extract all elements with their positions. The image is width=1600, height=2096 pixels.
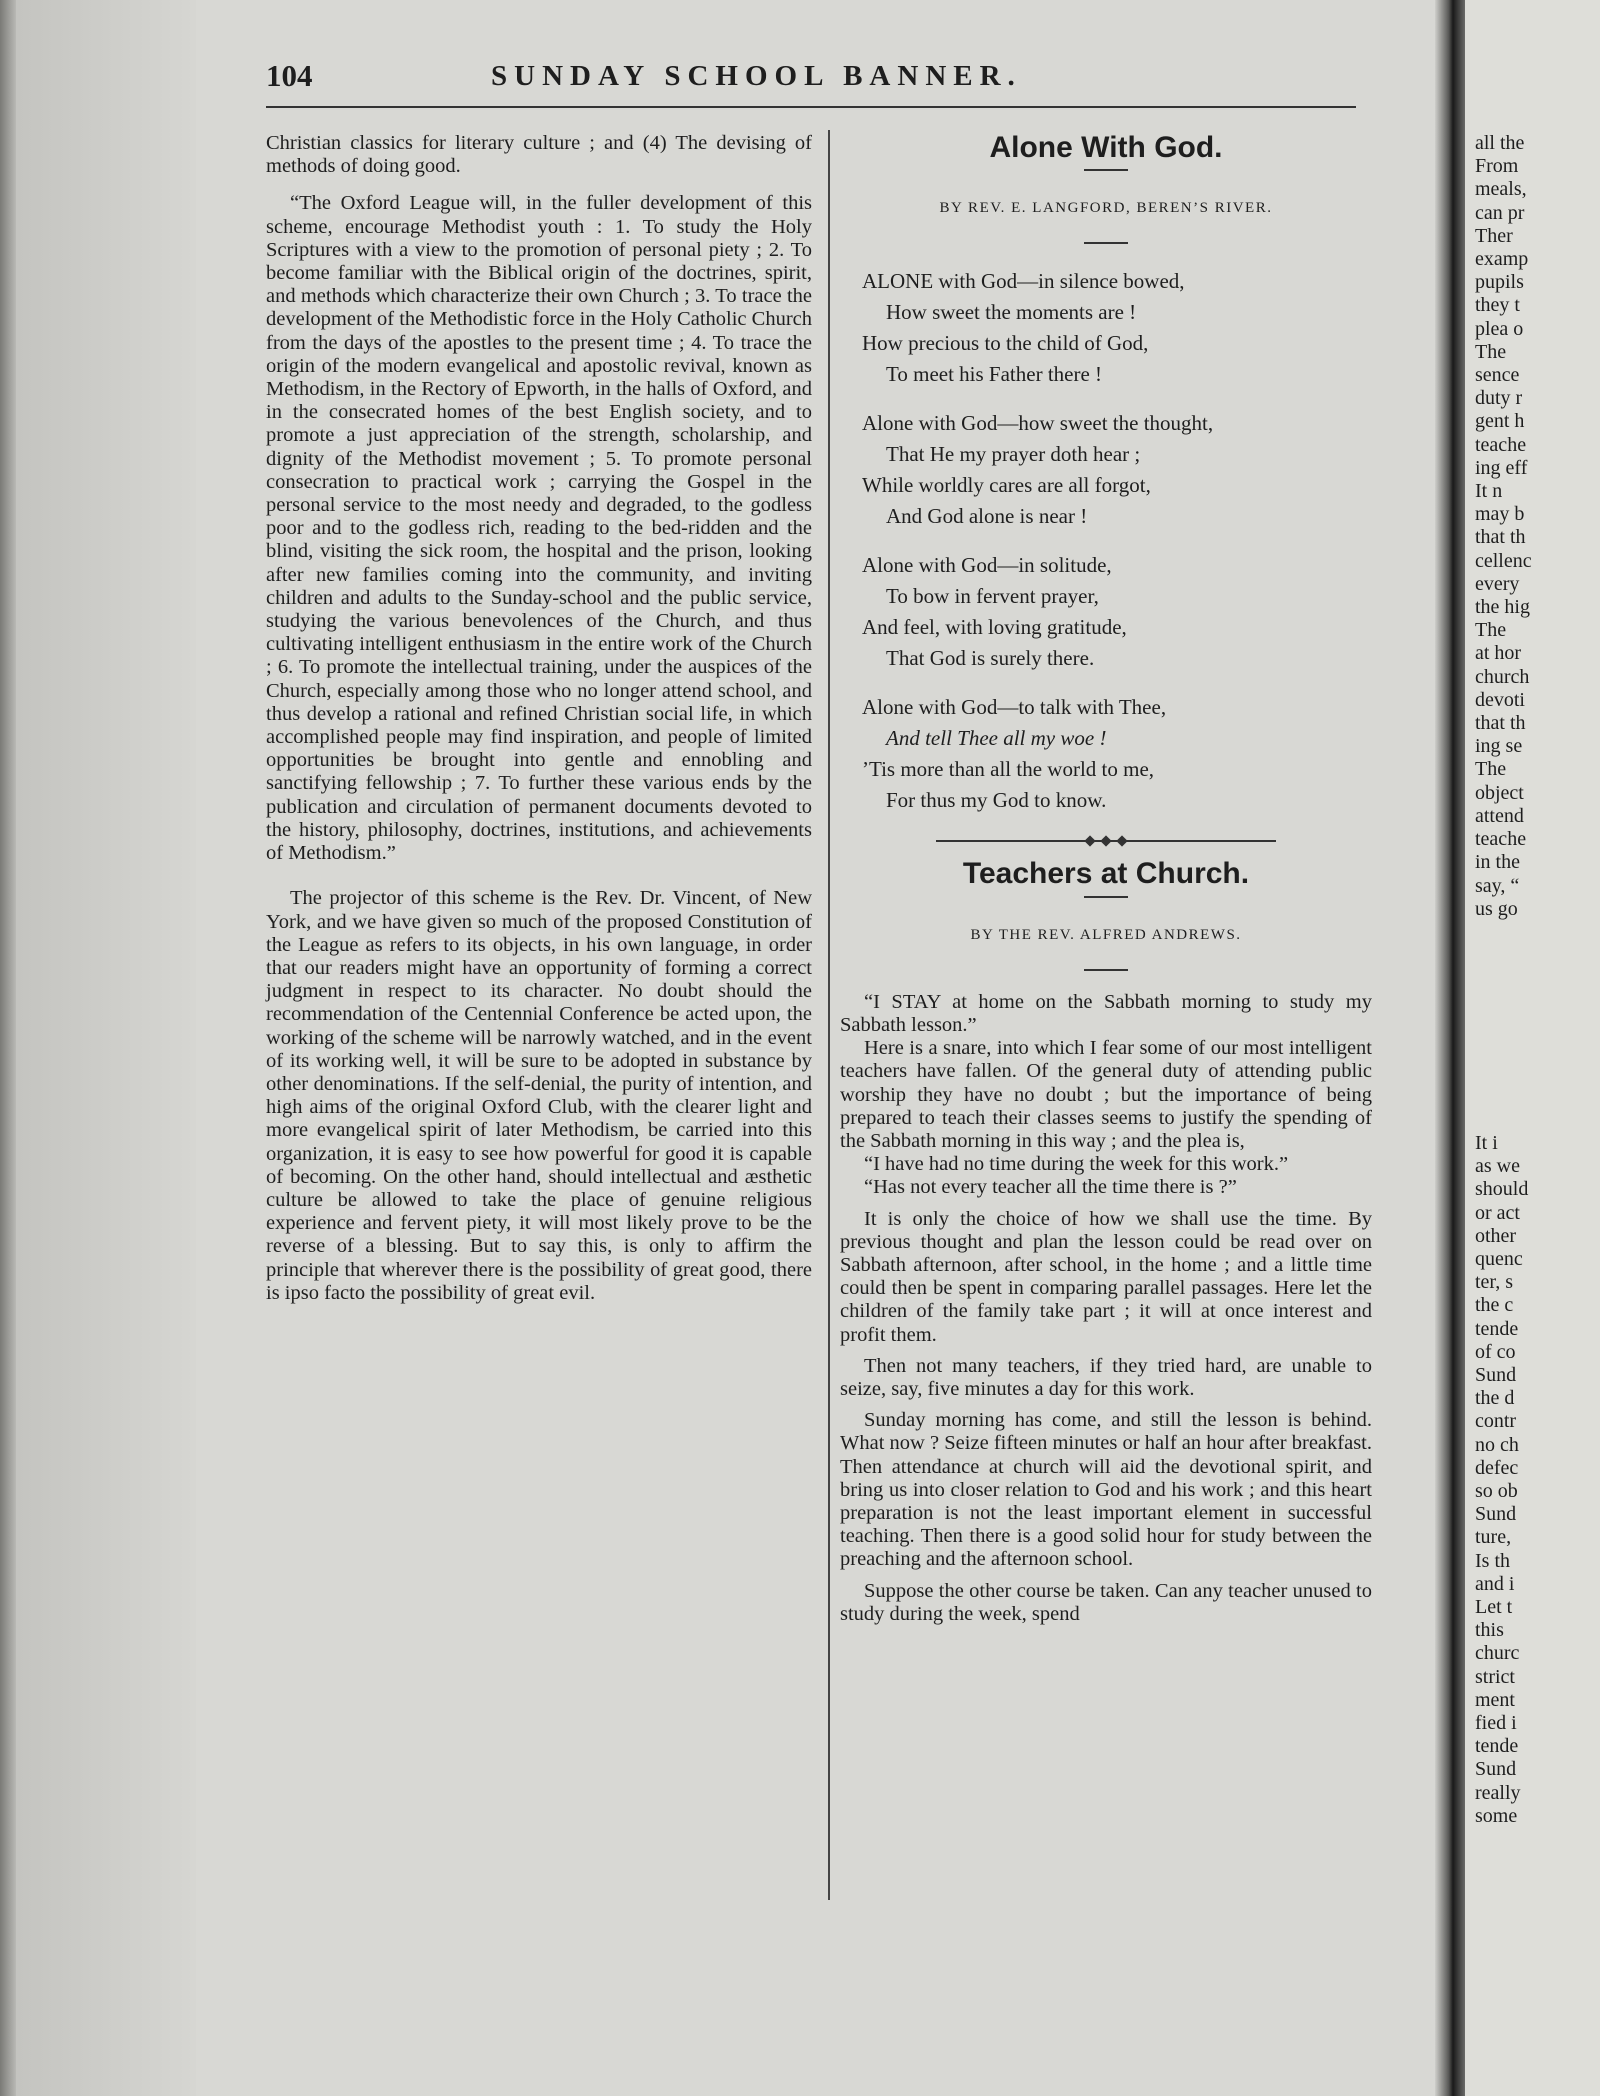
poem-stanza [862,266,1372,390]
next-page-line: object [1475,781,1524,804]
next-page-line: tende [1475,1317,1519,1340]
poem-line: Alone with God—to talk with Thee, [862,695,1167,720]
page-number: 104 [266,58,313,93]
poem-line: To bow in fervent prayer, [886,584,1099,609]
next-page-line: Let t [1475,1596,1513,1619]
next-page-line: The [1475,619,1507,642]
page-margin [16,0,196,2096]
paragraph: “I STAY at home on the Sabbath morning to study my Sabbath lesson.” [840,990,1372,1037]
poem-line: Alone with God—how sweet the thought, [862,411,1214,436]
next-page-line: meals, [1475,178,1527,201]
next-page-line: fied i [1475,1712,1517,1735]
next-page-line: It i [1475,1132,1498,1154]
next-page-line: every [1475,572,1520,595]
next-page-line: so ob [1475,1480,1518,1503]
next-page-line: Sund [1475,1503,1517,1526]
next-page-line: in the [1475,851,1520,874]
next-page-line: attend [1475,804,1524,827]
next-page-line: contr [1475,1410,1517,1433]
next-page-line: other [1475,1224,1517,1247]
next-page-line: ter, s [1475,1271,1514,1294]
paragraph: Then not many teachers, if they tried hard, are unable to seize, say, five minutes a day for this work. [840,1354,1372,1401]
paragraph: Sunday morning has come, and still the lesson is behind. What now ? Seize fifteen minutes or half an hour after breakfast. Then attendance at church will aid the devotional spirit, and bring us into closer relation to God and his work ; and this heart preparation is not the least important element in successful teaching. Then there is a good solid hour for study between the preaching and the afternoon school. [840,1409,1372,1571]
paragraph: It is only the choice of how we shall use the time. By previous thought and plan the lesson could be read over on Sabbath afternoon, after school, in the home ; and a little time could then be spent in comparing parallel passages. Here let the children of the family take part ; it will at once interest and profit them. [840,1207,1372,1346]
next-page-line: may b [1475,503,1525,526]
next-page-edge [1465,0,1600,2096]
poem-title: Alone With God. [989,131,1223,164]
next-page-line: Sund [1475,1758,1517,1781]
poem-line: Alone with God—in solitude, [862,553,1112,578]
poem-line: While worldly cares are all forgot, [862,473,1151,498]
next-page-line: The [1475,340,1507,363]
title-rule [1084,896,1128,898]
next-page-line: that th [1475,712,1526,735]
next-page-line: can pr [1475,201,1525,224]
next-page-line: or act [1475,1201,1520,1224]
next-page-line: the c [1475,1294,1514,1317]
next-page-line: plea o [1475,317,1524,340]
next-page-line: all the [1475,132,1525,154]
next-page-line: teache [1475,828,1527,851]
next-page-line: pupils [1475,271,1524,294]
left-column [266,132,812,1305]
paragraph: Suppose the other course be taken. Can any teacher unused to study during the week, spend [840,1579,1372,1625]
next-page-line: Sund [1475,1364,1517,1387]
next-page-line: us go [1475,897,1518,920]
next-page-line: the d [1475,1387,1515,1410]
paragraph: “I have had no time during the week for this work.” [864,1153,1289,1176]
article-title: Teachers at Church. [962,857,1250,891]
next-page-line: this [1475,1619,1504,1642]
next-page-line: of co [1475,1340,1516,1363]
poem-line: And tell Thee all my woe ! [886,726,1107,751]
next-page-line: at hor [1475,642,1522,665]
next-page-line: duty r [1475,387,1523,410]
book-binding [0,0,16,2096]
next-page-line: tende [1475,1735,1519,1758]
poem-stanza [862,408,1372,532]
next-page-line: they t [1475,294,1520,317]
next-page-line: churc [1475,1642,1520,1665]
paragraph: Christian classics for literary culture ; and (4) The devising of methods of doing good. [266,132,812,178]
next-page-line: Is th [1475,1549,1510,1572]
next-page-line: ture, [1475,1526,1512,1549]
next-page-line: the hig [1475,596,1530,619]
poem-byline: BY REV. E. LANGFORD, BEREN’S RIVER. [939,200,1273,217]
paragraph: The projector of this scheme is the Rev. Dr. Vincent, of New York, and we have given so much of the proposed Constitution of the League as refers to its objects, in his own language, in order that our readers might have an opportunity of forming a correct judgment in respect to its character. No doubt should the recommendation of the Centennial Conference be acted upon, the working of the scheme will be narrowly watched, and in the event of its working well, it will be sure to be adopted in substance by other denominations. If the self-denial, the purity of intention, and high aims of the original Oxford Club, with the clearer light and more evangelical spirit of later Methodism, be carried into this organization, it is easy to see how powerful for good it is capable of becoming. On the other hand, should intellectual and æsthetic culture be allowed to take the place of genuine religious experience and fervent piety, it will most likely prove to be the reverse of a blessing. But to say this, is only to affirm the principle that wherever there is the possibility of great good, there is ipso facto the possibility of great evil. [266,887,812,1304]
next-page-line: ing eff [1475,456,1528,479]
next-page-line: teache [1475,433,1527,456]
poem-line: ALONE with God—in silence bowed, [862,269,1185,294]
next-page-line: cellenc [1475,549,1532,572]
next-page-line: quenc [1475,1248,1523,1271]
next-page-line: sence [1475,364,1520,387]
header-rule [266,106,1356,108]
next-page-line: really [1475,1781,1521,1804]
next-page-line: should [1475,1178,1529,1201]
column-rule [828,130,830,1900]
poem-line: To meet his Father there ! [886,362,1103,387]
next-page-line: strict [1475,1665,1515,1688]
poem-line: And feel, with loving gratitude, [862,615,1127,640]
poem-line: And God alone is near ! [886,504,1088,529]
next-page-line: devoti [1475,688,1525,711]
next-page-line: as we [1475,1155,1520,1178]
right-column [840,132,1372,1626]
poem-line: That God is surely there. [886,646,1095,671]
poem-stanzas [840,266,1372,816]
next-page-line: examp [1475,248,1529,271]
section-ornament [936,834,1276,848]
paragraph: Here is a snare, into which I fear some of our most intelligent teachers have fallen. Of the general duty of attending public worship they have no doubt ; but the importance of being prepared to teach their classes seems to justify the spending of the Sabbath morning in this way ; and the plea is, [840,1037,1372,1153]
poem-line: For thus my God to know. [886,788,1107,813]
next-page-line: some [1475,1804,1518,1827]
next-page-line: say, “ [1475,874,1520,897]
next-page-fragment-top [1475,132,1532,921]
poem-stanza [862,550,1372,674]
next-page-line: gent h [1475,410,1525,433]
next-page-line: Ther [1475,224,1513,247]
next-page-line: that th [1475,526,1526,549]
next-page-line: church [1475,665,1530,688]
page-gutter [1435,0,1465,2096]
poem-line: How sweet the moments are ! [886,300,1137,325]
article-byline: BY THE REV. ALFRED ANDREWS. [970,926,1242,943]
next-page-line: It n [1475,480,1503,503]
poem-line: That He my prayer doth hear ; [886,442,1141,467]
next-page-line: and i [1475,1572,1515,1595]
next-page-line: ment [1475,1688,1515,1711]
poem-line: ’Tis more than all the world to me, [862,757,1155,782]
byline-rule [1084,969,1128,971]
byline-rule [1084,242,1128,244]
running-header [266,58,1356,118]
next-page-line: ing se [1475,735,1523,758]
title-rule [1084,169,1128,171]
article-body [840,991,1372,1626]
running-title: SUNDAY SCHOOL BANNER. [491,60,1022,92]
next-page-fragment-bottom [1475,1132,1528,1828]
paragraph: “Has not every teacher all the time there is ?” [864,1176,1237,1199]
next-page-line: no ch [1475,1433,1519,1456]
paragraph: “The Oxford League will, in the fuller development of this scheme, encourage Methodist youth : 1. To study the Holy Scriptures with a view to the promotion of personal piety ; 2. To become familiar with the Biblical origin of the doctrines, spirit, and methods which characterize their own Church ; 3. To trace the development of the Methodistic force in the Holy Catholic Church from the days of the apostles to the present time ; 4. To trace the origin of the modern evangelical and apostolic revival, known as Methodism, in the Rectory of Epworth, in the halls of Oxford, and in the consecrated homes of the best English society, and to promote a just appreciation of the strength, scholarship, and dignity of the Methodist movement ; 5. To promote personal consecration to practical work ; carrying the Gospel in the personal service to the most needy and degraded, to the godless poor and to the godless rich, reading to the bed-ridden and the blind, visiting the sick room, the hospital and the prison, looking after new families coming into the community, and inviting children and adults to the Sunday-school and the public service, studying the various benevolences of the Church, and thus cultivating intelligent enthusiasm in the entire work of the Church ; 6. To promote the intellectual training, under the auspices of the Church, especially among those who no longer attend school, and thus develop a rational and refined Christian social life, in which accomplished people may find inspiration, and people of limited opportunities be brought into gentle and ennobling and sanctifying fellowship ; 7. To further these various ends by the publication and circulation of permanent documents devoted to the history, philosophy, doctrines, institutions, and achievements of Methodism.” [266,192,812,865]
poem-line: How precious to the child of God, [862,331,1149,356]
next-page-line: The [1475,758,1507,781]
poem-stanza [862,692,1372,816]
next-page-line: defec [1475,1456,1519,1479]
next-page-line: From [1475,155,1519,178]
